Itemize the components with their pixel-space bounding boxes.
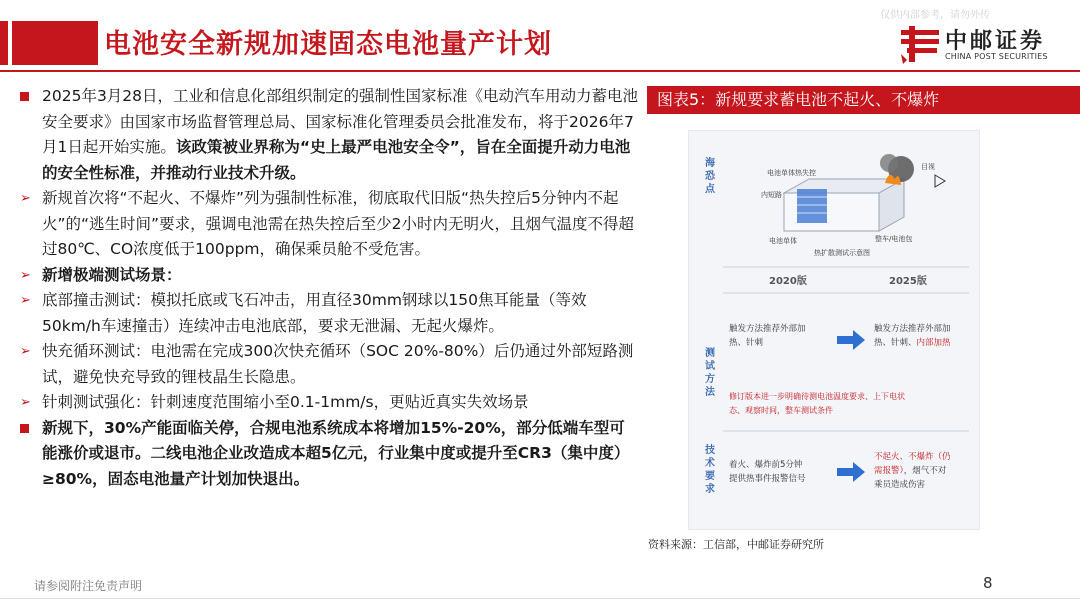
column-2025: 2025版 [889,276,927,287]
regulation-diagram [689,131,979,529]
arrow-right-icon [837,462,865,482]
header-accent-bar [0,21,8,65]
section-label-hazard: 海恐点 [705,158,715,195]
req-2020-text: 着火、爆炸前5分钟提供热事件报警信号 [729,460,806,484]
label-target: 目视 [921,163,935,171]
bullet-text: 2025年3月28日，工业和信息化部组织制定的强制性国家标准《电动汽车用动力蓄电池安全要求》由国家市场监督管理总局、国家标准化管理委员会批准发布，将于2026年7月1日起开始实施。 [42,87,639,156]
bullet-item [20,416,640,493]
arrow-bullet-icon: ➢ [20,191,31,206]
arrow-right-icon [837,330,865,350]
eye-target-icon [935,175,945,187]
bullet-bold-text: 新规下，30%产能面临关停，合规电池系统成本将增加15%-20%，部分低端车型可能涨价或退市。二线电池企业改造成本超5亿元，行业集中度或提升至CR3（集中度）≥80%，固态电池量产计划加快退出。 [42,418,630,488]
page-title: 电池安全新规加速固态电池量产计划 [104,29,552,60]
arrow-bullet-icon: ➢ [20,395,31,410]
bullet-list [20,84,640,492]
diagram-caption: 热扩散测试示意图 [814,249,870,257]
label-short: 内短路 [761,191,782,199]
figure-panel [688,130,980,530]
page-number: 8 [983,574,993,592]
method-2025-text: 触发方法推荐外部加热、针刺、内部加热 [874,324,951,348]
section-label-method: 测试方法 [705,348,715,398]
bullet-bold-text: 该政策被业界称为“史上最严电池安全令”，旨在全面提升动力电池的安全性标准，并推动行业技术升级。 [42,138,631,182]
bullet-item [20,186,640,263]
bullet-text: 针刺测试强化：针刺速度范围缩小至0.1-1mm/s，更贴近真实失效场景 [42,393,529,411]
bullet-item [20,263,640,289]
bullet-item [20,84,640,186]
bullet-text: 底部撞击测试：模拟托底或飞石冲击，用直径30mm钢球以150焦耳能量（等效50km/h车速撞击）连续冲击电池底部，要求无泄漏、无起火爆炸。 [42,291,587,335]
req-2025-text: 不起火、不爆炸（仍需报警），烟气不对乘员造成伤害 [874,452,951,490]
watermark: 仅供内部参考，请勿外传 [880,10,990,21]
bullet-text: 新规首次将“不起火、不爆炸”列为强制性标准，彻底取代旧版“热失控后5分钟内不起火”的“逃生时间”要求，强调电池需在热失控后至少2小时内无明火，且烟气温度不得超过80℃、CO浓度低于100ppm，确保乘员舱不受危害。 [42,189,634,258]
square-bullet-icon [20,416,38,442]
battery-cells [797,189,827,223]
bullet-text: 新增极端测试场景： [42,265,182,284]
header-rule [0,70,1080,72]
bullet-item [20,339,640,390]
arrow-bullet-icon: ➢ [20,267,31,283]
label-pack: 整车/电池包 [875,235,913,243]
square-bullet-icon [20,84,38,110]
method-2020-text: 触发方法推荐外部加热、针刺 [729,324,806,348]
logo-text-cn: 中邮证券 [945,29,1046,54]
footer-rule [0,598,1080,599]
bullet-text: 快充循环测试：电池需在完成300次快充循环（SOC 20%-80%）后仍通过外部短路测试，避免快充导致的锂枝晶生长隐患。 [42,342,634,386]
bullet-item [20,390,640,416]
figure-header: 图表5：新规要求蓄电池不起火、不爆炸 [647,86,1080,114]
disclaimer-link: 请参阅附注免责声明 [34,579,143,593]
label-cell-runaway: 电池单体热失控 [767,169,816,177]
logo-text-en: CHINA POST SECURITIES [945,52,1048,61]
header-accent-block [12,21,98,65]
figure-source: 资料来源：工信部，中邮证券研究所 [648,538,824,551]
arrow-bullet-icon: ➢ [20,344,31,359]
label-cell: 电池单体 [769,237,797,245]
company-logo [899,24,1074,64]
method-note: 修订版本进一步明确待测电池温度要求、上下电状态、观察时间，整车测试条件 [729,392,905,415]
arrow-bullet-icon: ➢ [20,293,31,308]
bullet-item [20,288,640,339]
column-2020: 2020版 [769,276,807,287]
section-label-req: 技术要求 [705,445,715,495]
china-post-logo-icon [899,24,941,64]
